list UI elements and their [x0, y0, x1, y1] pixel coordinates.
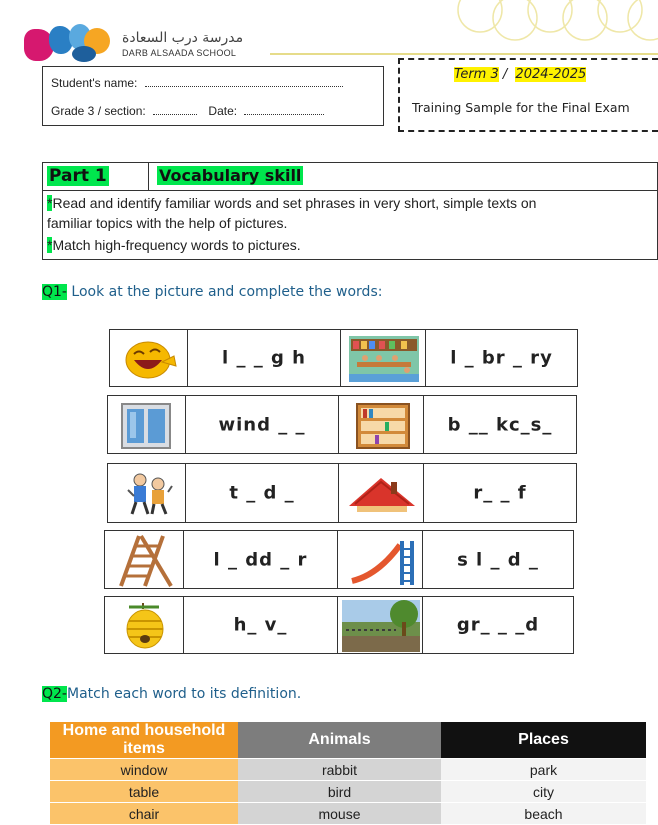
term-label: Term 3	[454, 67, 499, 82]
word-cell[interactable]	[185, 463, 339, 523]
word-text: wind _ _	[218, 414, 306, 435]
picture-cell	[337, 596, 423, 654]
word-cell[interactable]	[422, 596, 574, 654]
student-name-field[interactable]	[145, 78, 343, 87]
garden-icon	[342, 600, 420, 652]
table-row	[50, 759, 646, 781]
word-cell[interactable]	[183, 596, 338, 654]
part1-box	[42, 162, 658, 260]
picture-cell	[340, 329, 426, 387]
ladder-icon	[115, 534, 175, 588]
picture-cell	[107, 395, 186, 454]
word-text: r_ _ f	[473, 482, 527, 504]
kids-playing-icon	[124, 470, 174, 518]
table-cell[interactable]: park	[441, 759, 646, 781]
decorative-circles	[440, 0, 658, 50]
grade-label: Grade 3 / section:	[51, 104, 146, 118]
date-label: Date:	[208, 104, 238, 118]
word-text: t _ d _	[229, 482, 295, 504]
objective-1-cont: familiar topics with the help of pictures.	[47, 215, 288, 231]
part1-label: Part 1	[49, 166, 107, 186]
part1-title: Vocabulary skill	[159, 166, 302, 185]
term-separator: /	[502, 67, 508, 82]
library-icon	[349, 336, 419, 382]
school-year: 2024-2025	[515, 67, 587, 82]
picture-cell	[104, 596, 184, 654]
window-icon	[120, 402, 172, 450]
word-cell[interactable]	[423, 395, 577, 454]
part1-divider	[148, 163, 149, 190]
table-row	[50, 781, 646, 803]
q2-instruction: Match each word to its definition.	[66, 686, 302, 702]
laughing-face-icon	[122, 336, 178, 382]
bookcase-icon	[355, 402, 411, 450]
word-text: l _ dd _ r	[213, 549, 308, 570]
q2-heading	[42, 686, 301, 702]
header-household: Home and household items	[50, 722, 238, 759]
q1-instruction: Look at the picture and complete the words:	[66, 284, 383, 300]
match-table	[50, 722, 646, 825]
word-cell[interactable]	[422, 530, 574, 589]
picture-cell	[337, 530, 423, 589]
picture-cell	[338, 395, 424, 454]
school-logo	[24, 24, 116, 64]
word-text: h_ v_	[233, 614, 288, 636]
table-cell[interactable]: chair	[50, 803, 238, 825]
table-row	[50, 803, 646, 825]
section-field[interactable]	[153, 106, 197, 115]
word-cell[interactable]	[423, 463, 577, 523]
table-cell[interactable]: mouse	[238, 803, 441, 825]
q1-number: Q1-	[42, 284, 67, 300]
table-cell[interactable]: window	[50, 759, 238, 781]
objective-2: *Match high-frequency words to pictures.	[47, 237, 301, 253]
slide-icon	[348, 535, 414, 587]
part1-header	[43, 163, 657, 191]
student-name-label: Student's name:	[51, 76, 138, 90]
word-cell[interactable]	[425, 329, 578, 387]
beehive-icon	[123, 601, 167, 651]
header-divider	[270, 53, 658, 55]
picture-cell	[107, 463, 186, 523]
word-cell[interactable]	[185, 395, 339, 454]
date-field[interactable]	[244, 106, 324, 115]
school-name-arabic: مدرسة درب السعادة	[122, 30, 244, 46]
picture-cell	[104, 530, 184, 589]
table-cell[interactable]: beach	[441, 803, 646, 825]
word-text: s l _ d _	[457, 549, 539, 570]
header-places: Places	[441, 722, 646, 759]
exam-title: Training Sample for the Final Exam	[412, 100, 630, 115]
q2-number: Q2-	[42, 686, 67, 702]
word-text: l _ br _ ry	[450, 347, 553, 369]
word-text: b __ kc_s_	[447, 414, 553, 435]
table-cell[interactable]: city	[441, 781, 646, 803]
picture-cell	[109, 329, 188, 387]
word-text: gr_ _ _d	[456, 614, 540, 636]
picture-cell	[338, 463, 424, 523]
word-cell[interactable]	[187, 329, 341, 387]
word-text: l _ _ g h	[222, 347, 306, 369]
table-cell[interactable]: table	[50, 781, 238, 803]
student-info-box	[42, 66, 384, 126]
table-cell[interactable]: rabbit	[238, 759, 441, 781]
term-box	[398, 58, 658, 132]
table-cell[interactable]: bird	[238, 781, 441, 803]
roof-icon	[347, 474, 417, 514]
match-table-header	[50, 722, 646, 759]
header-animals: Animals	[238, 722, 441, 759]
school-name-english: DARB ALSAADA SCHOOL	[122, 48, 237, 58]
objective-1: *Read and identify familiar words and set phrases in very short, simple texts on	[47, 195, 537, 211]
q1-heading	[42, 284, 382, 300]
word-cell[interactable]	[183, 530, 338, 589]
